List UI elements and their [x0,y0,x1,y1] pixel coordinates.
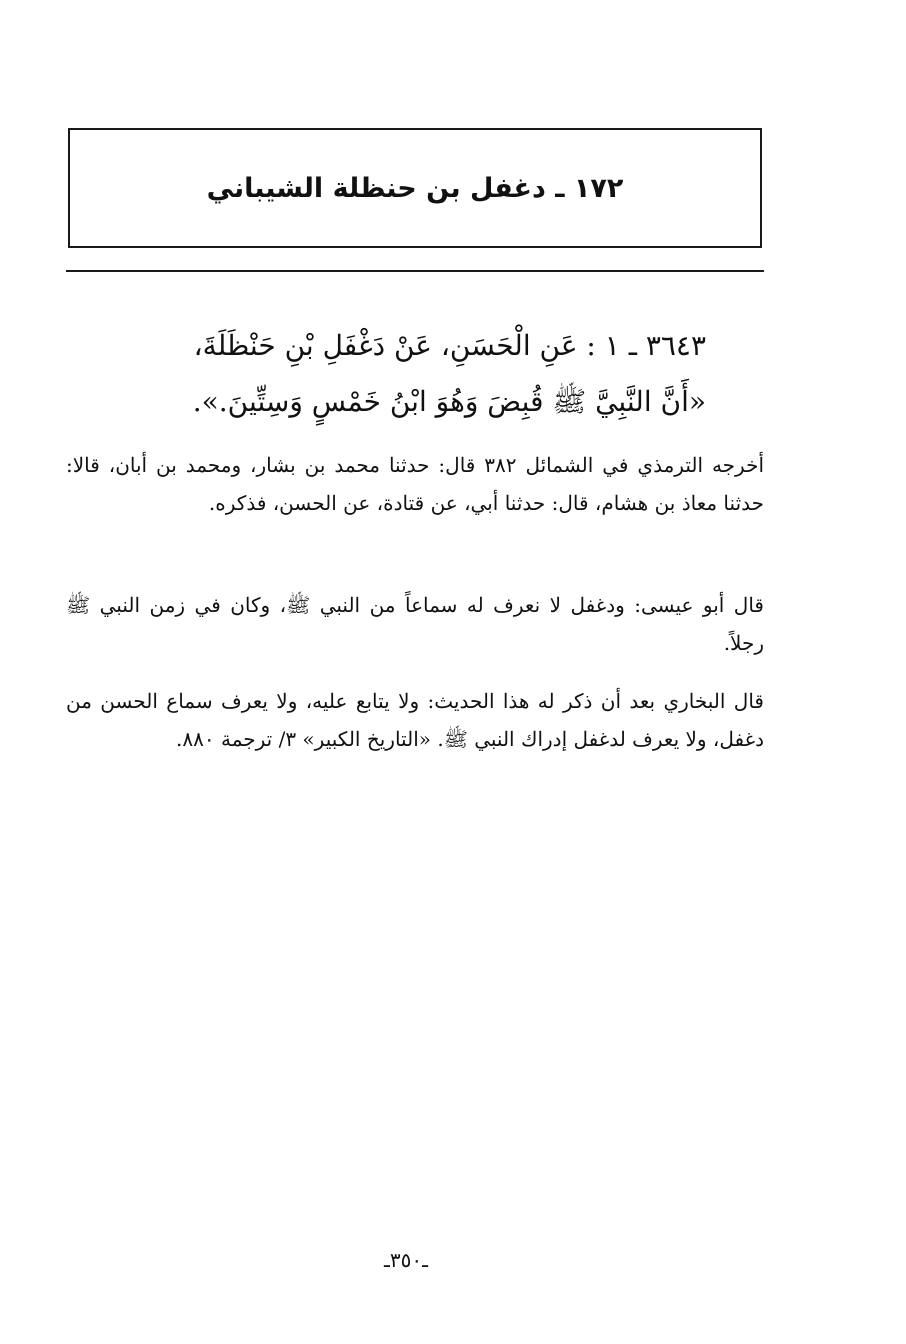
chapter-title: ١٧٢ ـ دغفل بن حنظلة الشيباني [206,172,624,204]
hadith-text [150,318,706,430]
horizontal-divider [66,270,764,272]
commentary-paragraph-2: قال أبو عيسى: ودغفل لا نعرف له سماعاً من النبي ﷺ، وكان في زمن النبي ﷺ رجلاً. [66,593,764,655]
commentary-paragraph-3: قال البخاري بعد أن ذكر له هذا الحديث: ولا يتابع عليه، ولا يعرف سماع الحسن من دغفل، ولا يعرف لدغفل إدراك النبي ﷺ. «التاريخ الكبير» ٣/ ترجمة ٨٨٠. [66,689,764,751]
chapter-title-box [68,128,762,248]
hadith-line-1: ٣٦٤٣ ـ ١ : عَنِ الْحَسَنِ، عَنْ دَغْفَلِ بْنِ حَنْظَلَةَ، [193,329,706,362]
commentary-paragraph-1: أخرجه الترمذي في الشمائل ٣٨٢ قال: حدثنا محمد بن بشار، ومحمد بن أبان، قالا: حدثنا معاذ بن هشام، قال: حدثنا أبي، عن قتادة، عن الحسن، فذكره. [66,453,764,515]
page-number: ـ٣٥٠ـ [384,1248,428,1272]
hadith-line-2: «أَنَّ النَّبِيَّ ﷺ قُبِضَ وَهُوَ ابْنُ خَمْسٍ وَسِتِّينَ.». [192,385,706,418]
